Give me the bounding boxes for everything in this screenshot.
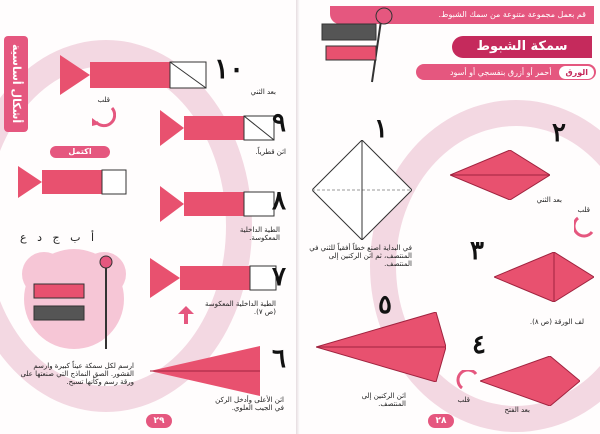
step-5-number: ٥ xyxy=(378,290,392,320)
step-4-text: بعد الفتح xyxy=(504,406,530,414)
step-4-flip-label: قلب xyxy=(457,396,470,404)
paper-info xyxy=(416,64,596,80)
letters-row xyxy=(20,232,130,245)
diagram-step-3 xyxy=(494,252,594,302)
step-10-text: بعد الثني xyxy=(250,88,276,96)
carp-pole-illustration xyxy=(312,4,422,84)
page-number-left: ٢٩ xyxy=(146,414,172,428)
fish-step-7 xyxy=(150,258,280,298)
flower-carp-illustration xyxy=(14,244,134,354)
step-9-number: ٩ xyxy=(272,108,286,138)
page-header: قم بعمل مجموعة متنوعة من سمك الشبوط. xyxy=(330,6,594,24)
step-10-number: ١٠ xyxy=(214,52,245,85)
fish-step-9 xyxy=(160,108,280,148)
page-title: سمكة الشبوط xyxy=(452,36,592,58)
flip-arrow-icon xyxy=(574,214,598,238)
flip-arrow-icon xyxy=(86,104,116,128)
step-1-number: ١ xyxy=(374,114,388,144)
diagram-step-1 xyxy=(312,140,412,240)
paper-value: أحمر أو أزرق بنفسجي أو أسود xyxy=(449,67,552,77)
step-6-text: اثن الأعلى وأدخل الركن في الجيب العلوي. xyxy=(215,396,284,413)
letter-c: ج xyxy=(52,231,60,244)
step-4-number: ٤ xyxy=(472,330,486,360)
up-arrow-icon xyxy=(176,306,196,326)
letter-e: ع xyxy=(20,231,27,244)
step-8-text: الطية الداخلية المعكوسة. xyxy=(239,226,280,243)
page-number-right: ٢٨ xyxy=(428,414,454,428)
step-3-text: لف الورقة (ص ٨). xyxy=(529,318,584,326)
completed-badge: اكتمل xyxy=(50,146,110,158)
step-7-text: الطية الداخلية المعكوسة (ص ٧). xyxy=(205,300,276,317)
step-6-number: ٦ xyxy=(272,344,286,374)
step-10-flip-label: قلب xyxy=(97,96,110,104)
step-2-number: ٢ xyxy=(552,118,566,148)
flip-arrow-icon xyxy=(456,370,480,394)
step-2-text: بعد الثني xyxy=(536,196,562,204)
step-7-number: ٧ xyxy=(272,262,286,292)
fish-step-6 xyxy=(150,346,270,396)
diagram-step-5 xyxy=(316,312,446,382)
fish-completed xyxy=(18,164,128,200)
step-3-number: ٣ xyxy=(470,236,484,266)
step-8-number: ٨ xyxy=(272,186,286,216)
step-9-text: اثن قطرياً. xyxy=(255,148,286,156)
letter-a: أ xyxy=(90,231,95,244)
letter-b: ب xyxy=(70,231,81,244)
letter-d: د xyxy=(37,231,42,244)
diagram-step-4 xyxy=(480,356,580,406)
paper-label: الورق xyxy=(559,66,594,79)
step-5-text: اثن الركنين إلى المنتصف. xyxy=(361,392,406,409)
step-1-text: في البداية اصنع خطاً أفقياً للثني في المنتصف، ثم اثن الركنين إلى المنتصف. xyxy=(309,244,412,269)
fish-step-10 xyxy=(60,50,210,100)
fish-step-8 xyxy=(160,184,280,224)
section-tab: أشكال أساسية xyxy=(4,36,28,132)
diagram-step-2 xyxy=(450,150,550,200)
step-2-flip-label: قلب xyxy=(577,206,590,214)
caption-text: ارسم لكل سمكة عيناً كبيرة وارسم القشور. الصق النماذج التي صنعتها على ورقة رسم وكأنها تسبح. xyxy=(20,362,134,387)
